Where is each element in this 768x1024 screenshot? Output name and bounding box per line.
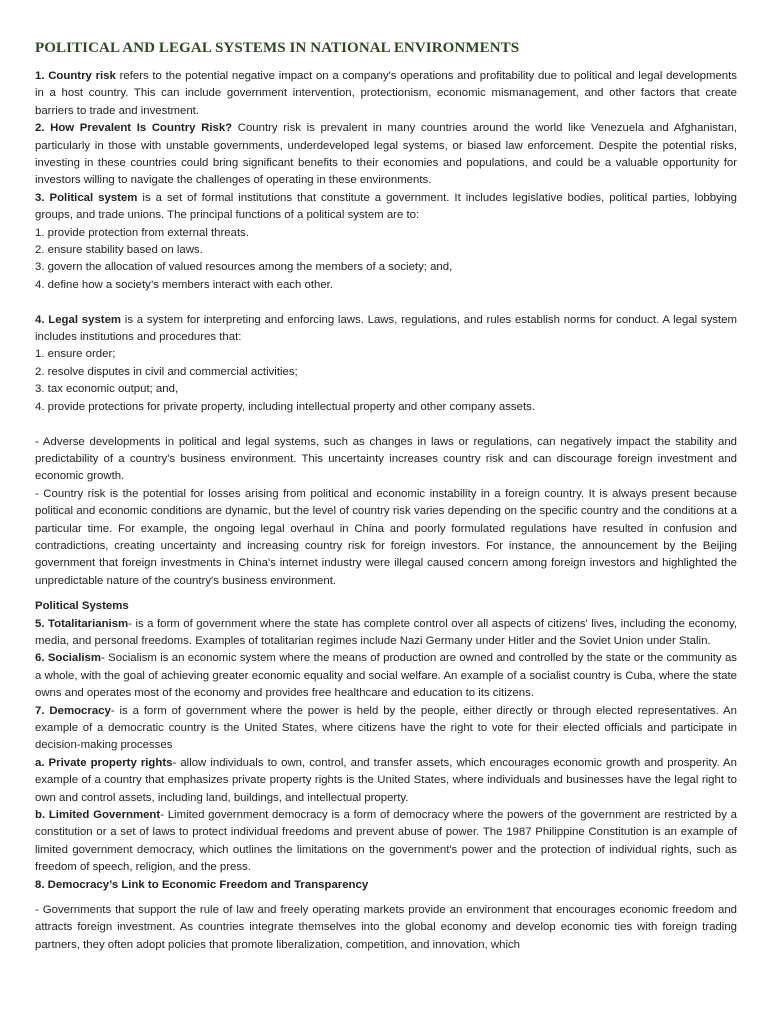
term-label: b. Limited Government [35,809,161,822]
paragraph-private-property: a. Private property rights- allow individuals to own, control, and transfer assets, which encourages economic growth and prosperity. An example of a country that emphasizes private property rights is the United States, where individuals and businesses have the legal right to own and control assets, including land, buildings, and intellectual property. [35,756,737,804]
paragraph-totalitarianism: 5. Totalitarianism- is a form of government where the state has complete control over all aspects of citizens' lives, including the economy, media, and personal freedoms. Examples of totalitarian regimes include Nazi Germany under Hitler and the Soviet Union under Stalin. [35,617,737,647]
term-label: 7. Democracy [35,704,111,717]
section-heading-democracy-link: 8. Democracy’s Link to Economic Freedom and Transparency [35,878,369,891]
paragraph-prevalence: 2. How Prevalent Is Country Risk? Country risk is prevalent in many countries around the world like Venezuela and Afghanistan, particularly in those with unstable governments, underdeveloped legal systems, or biased law enforcement. Despite the potential risks, investing in these countries could bring significant benefits to their economies and populations, and could be a valuable opportunity for investors willing to navigate the challenges of operating in these environments. [35,122,737,187]
term-label: 6. Socialism [35,652,102,665]
list-item: 1. ensure order; [35,348,116,361]
paragraph-country-risk-detail: - Country risk is the potential for losses arising from political and economic instability in a foreign country. It is always present because political and economic conditions are dynamic, but the level of country risk varies depending on the specific country and the conditions at a particular time. For example, the ongoing legal overhaul in China and poorly formulated regulations have resulted in confusion and contradictions, creating uncertainty and increasing country risk for foreign investors. For instance, the announcement by the Beijing government that foreign investments in China's internet industry were illegal caused concern among foreign investors and highlighted the unpredictable nature of the country's business environment. [35,487,737,587]
list-item: 4. provide protections for private property, including intellectual property and other company assets. [35,400,535,413]
list-item: 2. resolve disputes in civil and commercial activities; [35,365,298,378]
paragraph-adverse-developments: - Adverse developments in political and legal systems, such as changes in laws or regulations, can negatively impact the stability and predictability of a country's business environment. This uncertainty increases country risk and can discourage foreign investment and economic growth. [35,435,737,483]
paragraph-legal-system: 4. Legal system is a system for interpreting and enforcing laws. Laws, regulations, and rules establish norms for conduct. A legal system includes institutions and procedures that: [35,313,738,344]
list-item: 4. define how a society’s members interact with each other. [35,278,333,291]
spacer [35,416,737,433]
term-label: 4. Legal system [35,313,122,326]
spacer [35,590,737,598]
term-label: 3. Political system [35,191,138,204]
page-title: POLITICAL AND LEGAL SYSTEMS IN NATIONAL ENVIRONMENTS [35,40,520,56]
term-label: 2. How Prevalent Is Country Risk? [35,122,233,135]
paragraph-limited-government: b. Limited Government- Limited government democracy is a form of democracy where the powers of the government are restricted by a constitution or a set of laws to protect individual freedoms and prevent abuse of power. The 1987 Philippine Constitution is an example of limited government democracy, which outlines the limitations on the government's power and the protection of individual rights, such as freedom of speech, religion, and the press. [35,809,738,874]
spacer [35,894,737,902]
term-label: 5. Totalitarianism [35,617,129,630]
term-label: a. Private property rights [35,756,173,769]
paragraph-democracy: 7. Democracy- is a form of government where the power is held by the people, either directly or through elected representatives. An example of a democratic country is the United States, where citizens have the right to vote for their elected officials and participate in decision-making processes [35,704,737,752]
paragraph-governments-support: - Governments that support the rule of law and freely operating markets provide an environment that encourages economic freedom and attracts foreign investment. As countries integrate themselves into the global economy and develop economic ties with foreign trading partners, they often adopt policies that promote liberalization, competition, and innovation, which [35,904,737,951]
paragraph-political-system: 3. Political system is a set of formal institutions that constitute a government. It includes legislative bodies, political parties, lobbying groups, and trade unions. The principal functions of a political system are to: [35,191,737,222]
paragraph-country-risk: 1. Country risk refers to the potential negative impact on a company's operations and profitability due to political and legal developments in a host country. This can include government intervention, protectionism, economic mismanagement, and other factors that create barriers to trade and investment. [35,70,738,117]
term-label: 1. Country risk [35,70,116,82]
list-item: 2. ensure stability based on laws. [35,244,203,257]
list-item: 3. govern the allocation of valued resources among the members of a society; and, [35,261,453,274]
list-item: 3. tax economic output; and, [35,383,179,396]
paragraph-socialism: 6. Socialism- Socialism is an economic system where the means of production are owned and controlled by the state or the community as a whole, with the goal of achieving greater economic equality and social welfare. An example of a socialist country is Cuba, where the state owns and operates most of the economy and provides free healthcare and education to its citizens. [35,652,737,700]
section-heading-political-systems: Political Systems [35,600,129,613]
list-item: 1. provide protection from external threats. [35,226,249,239]
spacer [35,294,737,311]
